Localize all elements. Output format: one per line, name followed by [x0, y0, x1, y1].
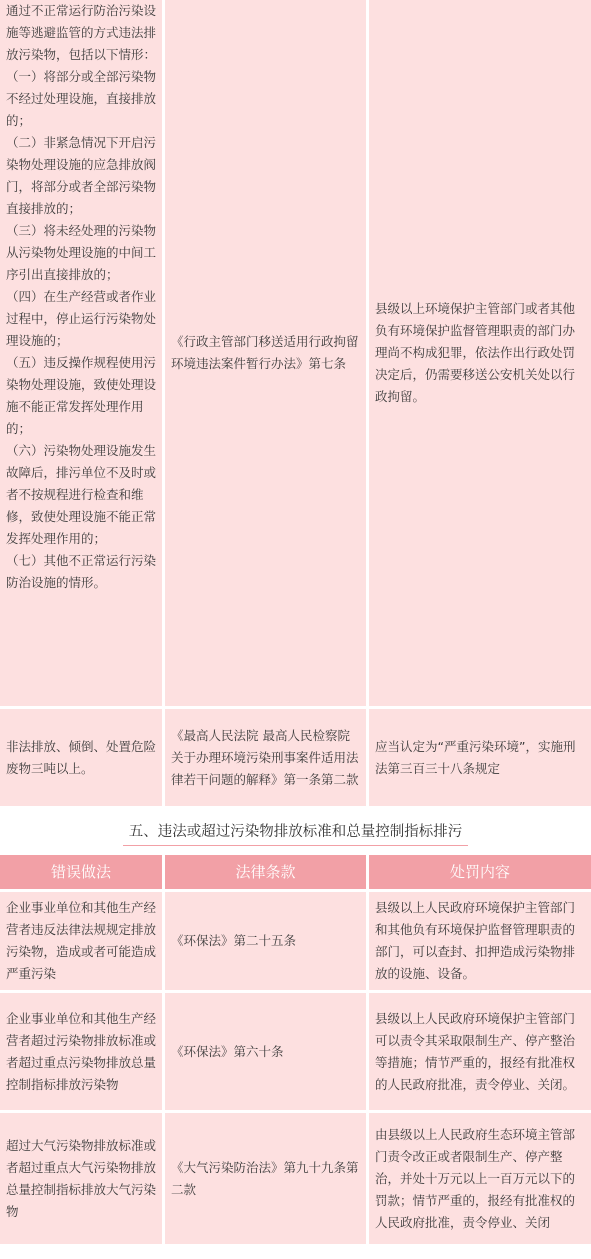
penalty-cell: 由县级以上人民政府生态环境主管部门责令改正或者限制生产、停产整治，并处十万元以上一百万元以下的罚款；情节严重的，报经有批准权的人民政府批准，责令停业、关闭 [369, 1113, 591, 1244]
header-penalty: 处罚内容 [369, 855, 591, 889]
table-header-row [0, 855, 591, 889]
header-practice: 错误做法 [0, 855, 162, 889]
table-row [0, 993, 591, 1110]
penalty-cell: 应当认定为“严重污染环境”，实施刑法第三百三十八条规定 [369, 709, 591, 806]
practice-cell: 企业事业单位和其他生产经营者超过污染物排放标准或者超过重点污染物排放总量控制指标排放污染物 [0, 993, 162, 1110]
practice-cell: 超过大气污染物排放标准或者超过重点大气污染物排放总量控制指标排放大气污染物 [0, 1113, 162, 1244]
table-row [0, 1113, 591, 1244]
table-row [0, 709, 591, 806]
table-row [0, 892, 591, 990]
law-cell: 《环保法》第六十条 [165, 993, 366, 1110]
law-cell: 《最高人民法院 最高人民检察院关于办理环境污染刑事案件适用法律若干问题的解释》第一条第二款 [165, 709, 366, 806]
header-law: 法律条款 [165, 855, 366, 889]
practice-cell: 通过不正常运行防治污染设施等逃避监管的方式违法排放污染物，包括以下情形： （一）将部分或全部污染物不经过处理设施，直接排放的； （二）非紧急情况下开启污染物处理设施的应急排放阀门，将部分或者全部污染物直接排放的； （三）将未经处理的污染物从污染物处理设施的中间工序引出直接排放的； （四）在生产经营或者作业过程中，停止运行污染物处理设施的； （五）违反操作规程使用污染物处理设施，致使处理设施不能正常发挥处理作用的； （六）污染物处理设施发生故障后，排污单位不及时或者不按规程进行检查和维修，致使处理设施不能正常发挥处理作用的； （七）其他不正常运行污染防治设施的情形。 [0, 0, 162, 706]
penalty-cell: 县级以上人民政府环境保护主管部门和其他负有环境保护监督管理职责的部门，可以查封、扣押造成污染物排放的设施、设备。 [369, 892, 591, 990]
law-cell: 《行政主管部门移送适用行政拘留环境违法案件暂行办法》第七条 [165, 0, 366, 706]
law-cell: 《环保法》第二十五条 [165, 892, 366, 990]
section-title [0, 809, 591, 855]
section-title-text: 五、违法或超过污染物排放标准和总量控制指标排污 [123, 821, 469, 846]
penalty-cell: 县级以上环境保护主管部门或者其他负有环境保护监督管理职责的部门办理尚不构成犯罪，依法作出行政处罚决定后，仍需要移送公安机关处以行政拘留。 [369, 0, 591, 706]
law-cell: 《大气污染防治法》第九十九条第二款 [165, 1113, 366, 1244]
practice-cell: 非法排放、倾倒、处置危险废物三吨以上。 [0, 709, 162, 806]
lower-table [0, 852, 591, 1247]
penalty-cell: 县级以上人民政府环境保护主管部门可以责令其采取限制生产、停产整治等措施；情节严重的，报经有批准权的人民政府批准，责令停业、关闭。 [369, 993, 591, 1110]
practice-cell: 企业事业单位和其他生产经营者违反法律法规规定排放污染物，造成或者可能造成严重污染 [0, 892, 162, 990]
